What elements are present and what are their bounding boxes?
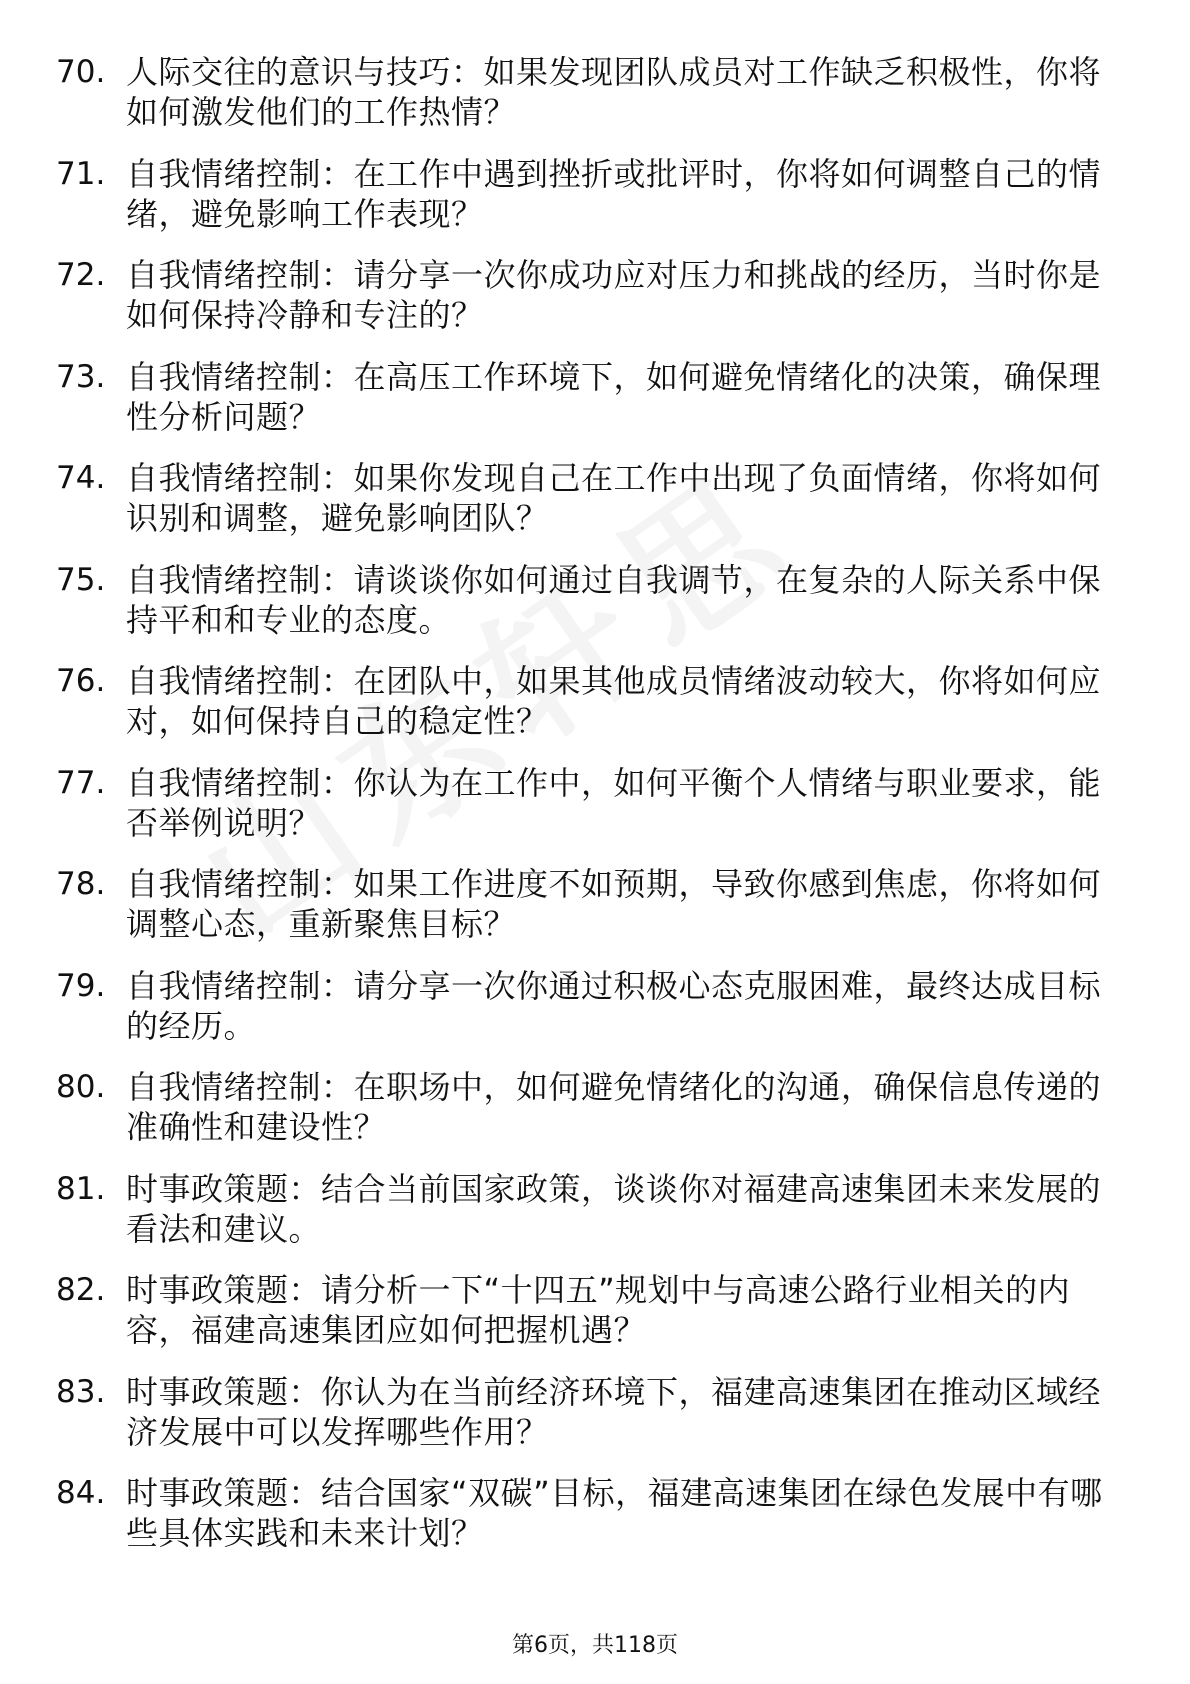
question-item [0, 52, 1190, 154]
question-number: 70. [56, 54, 106, 90]
question-text: 自我情绪控制：在工作中遇到挫折或批评时，你将如何调整自己的情绪，避免影响工作表现？ [126, 154, 1102, 233]
question-text: 时事政策题：结合国家“双碳”目标，福建高速集团在绿色发展中有哪些具体实践和未来计划？ [126, 1474, 1103, 1552]
question-number: 78. [56, 866, 106, 902]
question-number: 71. [56, 155, 106, 192]
question-text: 人际交往的意识与技巧：如果发现团队成员对工作缺乏积极性，你将如何激发他们的工作热情？ [126, 53, 1102, 131]
question-number: 77. [56, 764, 106, 801]
question-number: 80. [56, 1069, 106, 1105]
question-number: 82. [56, 1272, 106, 1308]
question-text: 自我情绪控制：在团队中，如果其他成员情绪波动较大，你将如何应对，如何保持自己的稳定性？ [126, 662, 1102, 740]
question-text: 自我情绪控制：请分享一次你成功应对压力和挑战的经历，当时你是如何保持冷静和专注的？ [126, 256, 1102, 334]
question-item [0, 154, 1190, 256]
question-text: 时事政策题：请分析一下“十四五”规划中与高速公路行业相关的内容，福建高速集团应如何把握机遇？ [126, 1271, 1071, 1349]
question-number: 72. [56, 257, 106, 293]
question-item [0, 357, 1190, 459]
question-text: 自我情绪控制：你认为在工作中，如何平衡个人情绪与职业要求，能否举例说明？ [126, 763, 1102, 842]
question-item [0, 966, 1190, 1068]
question-number: 73. [56, 358, 106, 395]
question-list [0, 52, 1190, 1575]
question-text: 自我情绪控制：请谈谈你如何通过自我调节，在复杂的人际关系中保持平和和专业的态度。 [126, 560, 1102, 639]
question-number: 81. [56, 1170, 106, 1207]
question-text: 时事政策题：你认为在当前经济环境下，福建高速集团在推动区域经济发展中可以发挥哪些作用？ [126, 1372, 1102, 1451]
question-item [0, 1372, 1190, 1474]
question-number: 75. [56, 561, 106, 598]
question-number: 84. [56, 1475, 106, 1511]
question-number: 76. [56, 663, 106, 699]
question-text: 自我情绪控制：如果工作进度不如预期，导致你感到焦虑，你将如何调整心态，重新聚焦目标？ [126, 865, 1102, 943]
question-item [0, 1067, 1190, 1169]
question-text: 自我情绪控制：在职场中，如何避免情绪化的沟通，确保信息传递的准确性和建设性？ [126, 1068, 1102, 1146]
question-item [0, 255, 1190, 357]
question-text: 时事政策题：结合当前国家政策，谈谈你对福建高速集团未来发展的看法和建议。 [126, 1169, 1102, 1248]
question-number: 79. [56, 967, 106, 1004]
question-text: 自我情绪控制：在高压工作环境下，如何避免情绪化的决策，确保理性分析问题？ [126, 357, 1102, 436]
question-item [0, 1270, 1190, 1372]
page-footer: 第6页，共118页 [512, 1633, 678, 1658]
question-text: 自我情绪控制：如果你发现自己在工作中出现了负面情绪，你将如何识别和调整，避免影响团队？ [126, 459, 1102, 537]
question-text: 自我情绪控制：请分享一次你通过积极心态克服困难，最终达成目标的经历。 [126, 966, 1102, 1045]
question-item [0, 1169, 1190, 1271]
question-item [0, 458, 1190, 560]
question-item [0, 763, 1190, 865]
question-item [0, 661, 1190, 763]
question-number: 83. [56, 1373, 106, 1410]
question-item [0, 560, 1190, 662]
question-number: 74. [56, 460, 106, 496]
question-item [0, 1473, 1190, 1575]
question-item [0, 864, 1190, 966]
